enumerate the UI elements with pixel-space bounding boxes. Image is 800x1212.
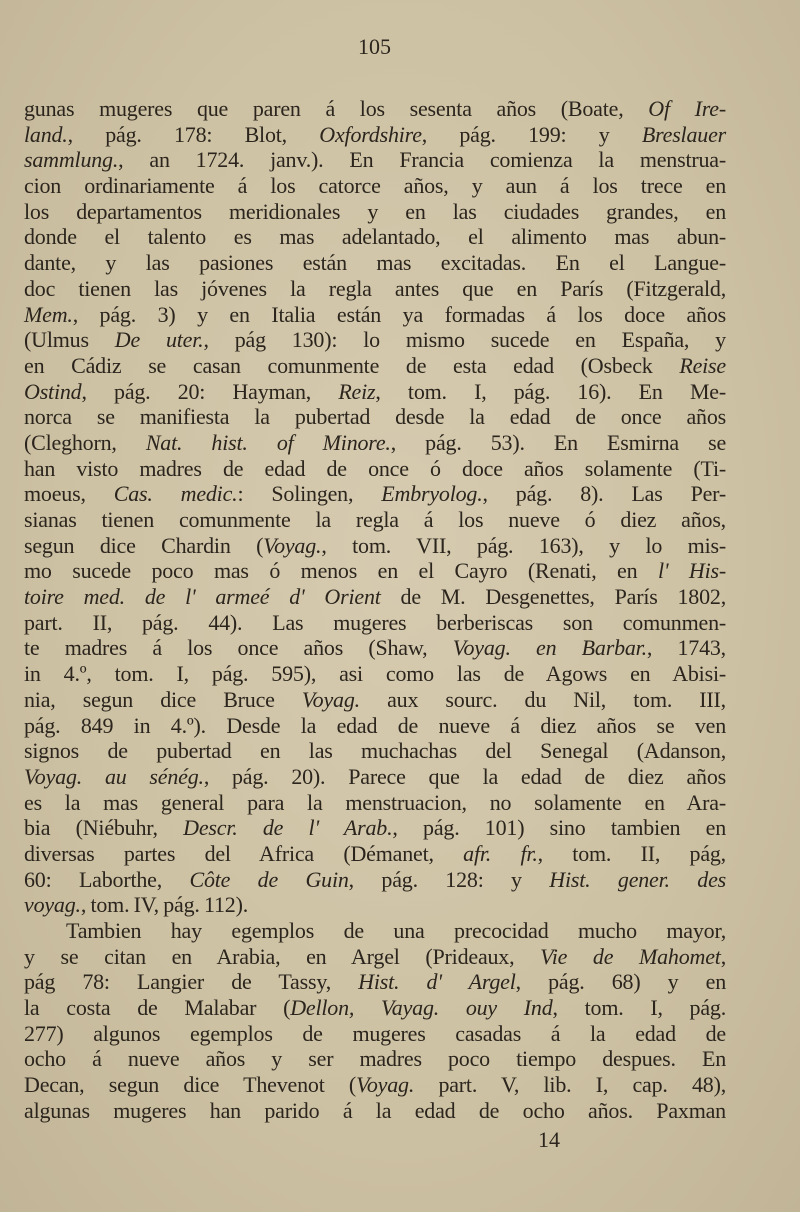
text-line bbox=[24, 635, 726, 661]
text-line bbox=[24, 250, 726, 276]
text-line bbox=[24, 892, 726, 918]
text-line bbox=[24, 738, 726, 764]
text-segment: gunas mugeres que paren á los sesenta años (Boate, bbox=[24, 96, 649, 121]
text-segment: signos de pubertad en las muchachas del Senegal (Adanson, bbox=[24, 738, 726, 764]
text-line bbox=[24, 1021, 726, 1047]
text-line bbox=[24, 224, 726, 250]
text-line bbox=[24, 944, 726, 970]
text-line bbox=[24, 404, 726, 430]
text-segment: cion ordinariamente á los catorce años, y aun á los trece en bbox=[24, 173, 726, 199]
text-segment: sianas tienen comunmente la regla á los nueve ó diez años, bbox=[24, 507, 726, 532]
text-segment: : Solingen, bbox=[237, 481, 382, 507]
text-segment: segun dice Chardin ( bbox=[24, 532, 264, 558]
text-segment: y se citan en Arabia, en Argel (Prideaux, bbox=[24, 943, 541, 969]
italic-citation: afr. fr. bbox=[463, 840, 538, 866]
text-segment: moeus, bbox=[24, 481, 114, 507]
text-segment: 277) algunos egemplos de mugeres casadas á la edad de bbox=[24, 1020, 726, 1046]
text-segment: , tom. VII, pág. 163), y lo mis- bbox=[321, 532, 726, 558]
text-line bbox=[24, 122, 726, 148]
italic-citation: Descr. de l' Arab. bbox=[183, 815, 393, 841]
italic-citation: Dellon, Vayag. ouy Ind bbox=[290, 995, 553, 1021]
text-segment: (Ulmus bbox=[24, 327, 115, 353]
text-segment: , tom. II, pág, bbox=[537, 840, 726, 866]
italic-citation: Voyag. bbox=[263, 532, 322, 558]
text-line bbox=[24, 995, 726, 1021]
text-segment: , pág. 199: y bbox=[421, 121, 642, 147]
italic-citation: Vie de Mahomet bbox=[540, 943, 721, 969]
text-segment: , pág. 8). Las Per- bbox=[482, 481, 726, 507]
text-line bbox=[24, 661, 726, 687]
italic-citation: Ostind bbox=[24, 378, 82, 404]
text-segment: , pág 130): lo mismo sucede en España, y bbox=[203, 327, 726, 353]
text-line bbox=[24, 430, 726, 456]
text-line bbox=[24, 147, 726, 173]
italic-citation: l' His- bbox=[657, 558, 726, 584]
italic-citation: Mem. bbox=[24, 301, 73, 327]
text-segment: , pág. 3) y en Italia están ya formadas á los doce años bbox=[72, 301, 726, 327]
text-segment: pág 78: Langier de Tassy, bbox=[24, 969, 359, 995]
text-segment: , tom. I, pág. bbox=[552, 995, 726, 1021]
text-segment: , pág. 53). En Esmirna se bbox=[390, 429, 727, 455]
text-line bbox=[24, 918, 726, 944]
italic-citation: Cas. medic. bbox=[113, 481, 238, 507]
body-text bbox=[24, 96, 726, 1124]
text-segment: , pág. 178: Blot, bbox=[67, 121, 320, 147]
text-segment: , pág. 128: y bbox=[348, 866, 550, 892]
text-segment: diversas partes del Africa (Démanet, bbox=[24, 840, 464, 866]
text-segment: los departamentos meridionales y en las ciudades grandes, en bbox=[24, 198, 726, 224]
text-segment: donde el talento es mas adelantado, el alimento mas abun- bbox=[24, 224, 726, 250]
signature-mark: 14 bbox=[538, 1127, 560, 1152]
italic-citation: sammlung. bbox=[24, 147, 119, 173]
text-line bbox=[24, 456, 726, 482]
text-line bbox=[24, 481, 726, 507]
italic-citation: Of Ire- bbox=[648, 96, 726, 121]
text-line bbox=[24, 1072, 726, 1098]
text-segment: 60: Laborthe, bbox=[24, 866, 190, 892]
text-line bbox=[24, 379, 726, 405]
text-segment: mo sucede poco mas ó menos en el Cayro (Renati, en bbox=[24, 558, 658, 584]
italic-citation: Hist. d' Argel bbox=[358, 969, 516, 995]
text-segment: algunas mugeres han parido á la edad de ocho años. Paxman bbox=[24, 1097, 726, 1123]
italic-citation: Reiz bbox=[338, 378, 376, 404]
text-segment: , tom. IV, pág. 112). bbox=[80, 892, 249, 918]
text-segment: en Cádiz se casan comunmente de esta edad (Osbeck bbox=[24, 352, 680, 378]
text-segment: , pág. 101) sino tambien en bbox=[392, 815, 726, 841]
text-segment: in 4.º, tom. I, pág. 595), asi como las de Agows en Abisi- bbox=[24, 661, 726, 687]
text-line bbox=[24, 764, 726, 790]
text-line bbox=[24, 96, 726, 122]
text-segment: , pág. 20: Hayman, bbox=[81, 378, 339, 404]
text-line bbox=[24, 199, 726, 225]
text-segment: es la mas general para la menstruacion, no solamente en Ara- bbox=[24, 789, 726, 815]
italic-citation: Voyag. en Barbar. bbox=[452, 635, 647, 661]
text-line bbox=[24, 507, 726, 533]
text-segment: pág. 849 in 4.º). Desde la edad de nueve á diez años se ven bbox=[24, 712, 726, 738]
text-line bbox=[24, 815, 726, 841]
italic-citation: De uter. bbox=[114, 327, 204, 353]
text-line bbox=[24, 969, 726, 995]
text-segment: la costa de Malabar ( bbox=[24, 995, 291, 1021]
text-line bbox=[24, 867, 726, 893]
text-segment: , 1743, bbox=[646, 635, 726, 661]
text-line bbox=[24, 841, 726, 867]
text-segment: (Cleghorn, bbox=[24, 429, 146, 455]
italic-citation: Voyag. bbox=[356, 1072, 415, 1098]
text-segment: aux sourc. du Nil, tom. III, bbox=[359, 686, 726, 712]
text-line bbox=[24, 584, 726, 610]
text-segment: Tambien hay egemplos de una precocidad mucho mayor, bbox=[66, 918, 726, 943]
text-line bbox=[24, 558, 726, 584]
text-line bbox=[24, 1046, 726, 1072]
italic-citation: toire med. de l' armeé d' Orient bbox=[24, 584, 381, 610]
text-segment: , pág. 68) y en bbox=[515, 969, 726, 995]
page-number: 105 bbox=[358, 34, 391, 59]
text-line bbox=[24, 713, 726, 739]
italic-citation: Voyag. au sénég. bbox=[24, 763, 204, 789]
text-segment: bia (Niébuhr, bbox=[24, 815, 184, 841]
text-segment: , an 1724. janv.). En Francia comienza la menstrua- bbox=[118, 147, 726, 173]
italic-citation: Nat. hist. of Minore. bbox=[145, 429, 391, 455]
text-segment: , tom. I, pág. 16). En Me- bbox=[375, 378, 726, 404]
text-segment: doc tienen las jóvenes la regla antes que en París (Fitzgerald, bbox=[24, 275, 726, 301]
text-segment: dante, y las pasiones están mas excitadas. En el Langue- bbox=[24, 250, 726, 276]
text-segment: de M. Desgenettes, París 1802, bbox=[380, 584, 726, 610]
italic-citation: Embryolog. bbox=[381, 481, 483, 507]
italic-citation: Hist. gener. des bbox=[549, 866, 726, 892]
text-line bbox=[24, 276, 726, 302]
text-segment: Decan, segun dice Thevenot ( bbox=[24, 1072, 357, 1098]
text-line bbox=[24, 533, 726, 559]
text-segment: part. II, pág. 44). Las mugeres berberiscas son comunmen- bbox=[24, 609, 726, 635]
text-line bbox=[24, 1098, 726, 1124]
text-segment: , pág. 20). Parece que la edad de diez años bbox=[203, 763, 727, 789]
text-line bbox=[24, 610, 726, 636]
text-line bbox=[24, 173, 726, 199]
italic-citation: Reise bbox=[679, 352, 726, 378]
text-segment: part. V, lib. I, cap. 48), bbox=[414, 1072, 726, 1098]
text-line bbox=[24, 687, 726, 713]
text-line bbox=[24, 353, 726, 379]
text-line bbox=[24, 302, 726, 328]
italic-citation: land. bbox=[24, 121, 68, 147]
text-line bbox=[24, 790, 726, 816]
text-segment: te madres á los once años (Shaw, bbox=[24, 635, 453, 661]
text-segment: ocho á nueve años y ser madres poco tiempo despues. En bbox=[24, 1046, 726, 1072]
italic-citation: Breslauer bbox=[641, 121, 726, 147]
text-segment: han visto madres de edad de once ó doce años solamente (Ti- bbox=[24, 455, 726, 481]
text-segment: , bbox=[720, 943, 726, 969]
text-segment: nia, segun dice Bruce bbox=[24, 686, 302, 712]
text-segment: norca se manifiesta la pubertad desde la edad de once años bbox=[24, 404, 726, 430]
italic-citation: Côte de Guin bbox=[189, 866, 349, 892]
italic-citation: Oxfordshire bbox=[319, 121, 422, 147]
italic-citation: Voyag. bbox=[301, 686, 360, 712]
italic-citation: voyag. bbox=[24, 892, 81, 918]
text-line bbox=[24, 327, 726, 353]
